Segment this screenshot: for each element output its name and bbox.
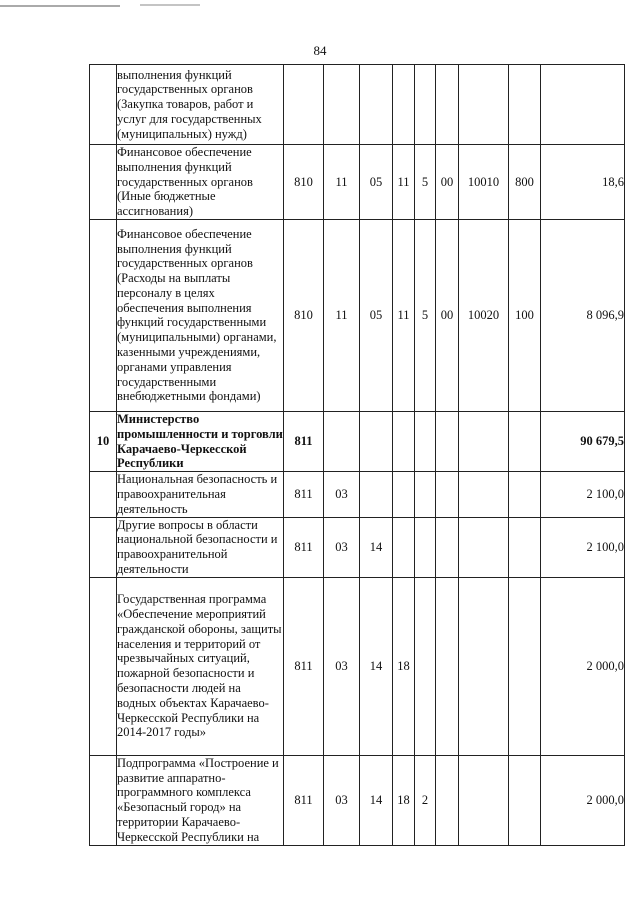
cell-dir: 00: [436, 219, 459, 411]
cell-subsection: 14: [360, 517, 393, 577]
cell-name: Государственная программа «Обеспечение мероприятий гражданской обороны, защиты населения и территорий от чрезвычайных ситуаций, пожарной безопасности и безопасности людей на водных объектах Карачаево-Черкесской Республики на 2014-2017 годы»: [117, 577, 284, 755]
cell-name: Министерство промышленности и торговли Карачаево-Черкесской Республики: [117, 411, 283, 471]
cell-dir: 00: [436, 145, 459, 220]
cell-sum: 18,6: [541, 145, 625, 220]
table-row: [90, 219, 625, 411]
cell-no: [90, 517, 117, 577]
cell-sum: 2 000,0: [541, 755, 625, 845]
cell-dir: [436, 472, 459, 517]
cell-dir: [436, 517, 459, 577]
cell-exp: [509, 65, 541, 145]
cell-dir: [436, 577, 459, 755]
cell-exp: 800: [509, 145, 541, 220]
cell-code: 10020: [459, 219, 509, 411]
table-row: [90, 517, 625, 577]
cell-code: [459, 472, 509, 517]
cell-no: [90, 65, 117, 145]
cell-code: 10010: [459, 145, 509, 220]
table-row: [90, 65, 625, 145]
cell-prog: 11: [393, 219, 415, 411]
cell-section: 03: [324, 517, 360, 577]
cell-section: 03: [324, 577, 360, 755]
cell-no: [90, 472, 117, 517]
cell-name: выполнения функций государственных органов (Закупка товаров, работ и услуг для государственных (муниципальных) нужд): [117, 65, 284, 145]
cell-subprog: [415, 517, 436, 577]
cell-exp: [509, 472, 541, 517]
cell-section: [324, 65, 360, 145]
cell-subsection: 14: [360, 755, 393, 845]
cell-name: Другие вопросы в области национальной безопасности и правоохранительной деятельности: [117, 517, 284, 577]
cell-dir: [436, 411, 459, 471]
cell-ministry: 811: [284, 472, 324, 517]
cell-subprog: [415, 472, 436, 517]
cell-sum: 8 096,9: [541, 219, 625, 411]
cell-subprog: 5: [415, 145, 436, 220]
cell-name: Финансовое обеспечение выполнения функций государственных органов (Расходы на выплаты персоналу в целях обеспечения выполнения функций государственными (муниципальными) органами, казенными учреждениями, органами управления государственными внебюджетными фондами): [117, 219, 284, 411]
cell-code: [459, 411, 509, 471]
cell-code: [459, 755, 509, 845]
cell-prog: 18: [393, 755, 415, 845]
cell-section: 11: [324, 219, 360, 411]
cell-dir: [436, 65, 459, 145]
cell-sum: 2 100,0: [541, 517, 625, 577]
cell-prog: [393, 65, 415, 145]
cell-dir: [436, 755, 459, 845]
cell-subsection: 05: [360, 219, 393, 411]
cell-ministry: 811: [284, 577, 324, 755]
cell-sum: [541, 65, 625, 145]
cell-subprog: [415, 65, 436, 145]
cell-ministry: 810: [284, 145, 324, 220]
cell-subsection: [360, 472, 393, 517]
cell-subprog: [415, 577, 436, 755]
cell-prog: [393, 472, 415, 517]
cell-prog: [393, 517, 415, 577]
cell-no: [90, 145, 117, 220]
cell-code: [459, 577, 509, 755]
cell-exp: 100: [509, 219, 541, 411]
cell-name: Национальная безопасность и правоохранительная деятельность: [117, 472, 284, 517]
cell-ministry: 811: [284, 755, 324, 845]
cell-exp: [509, 411, 541, 471]
scan-artifact-lines: [0, 0, 200, 12]
cell-no: [90, 755, 117, 845]
cell-ministry: 811: [284, 411, 324, 471]
cell-section: 03: [324, 472, 360, 517]
table-row: [90, 145, 625, 220]
table-row: [90, 472, 625, 517]
page-number: 84: [313, 43, 327, 58]
table-row: [90, 755, 625, 845]
cell-sum: 2 100,0: [541, 472, 625, 517]
table-row: [90, 577, 625, 755]
cell-name: Подпрограмма «Построение и развитие аппаратно-программного комплекса «Безопасный город» на территории Карачаево-Черкесской Республики на: [117, 755, 284, 845]
table-row: [90, 411, 625, 471]
cell-subprog: 2: [415, 755, 436, 845]
cell-no: 10: [90, 411, 117, 471]
cell-section: [324, 411, 360, 471]
cell-code: [459, 517, 509, 577]
cell-subprog: [415, 411, 436, 471]
cell-subsection: [360, 65, 393, 145]
cell-subprog: 5: [415, 219, 436, 411]
cell-ministry: 810: [284, 219, 324, 411]
cell-subsection: [360, 411, 393, 471]
cell-sum: 2 000,0: [541, 577, 625, 755]
cell-section: 03: [324, 755, 360, 845]
cell-code: [459, 65, 509, 145]
cell-prog: [393, 411, 415, 471]
cell-name: Финансовое обеспечение выполнения функций государственных органов (Иные бюджетные ассигнования): [117, 145, 284, 220]
cell-sum: 90 679,5: [541, 411, 625, 471]
cell-prog: 18: [393, 577, 415, 755]
cell-ministry: 811: [284, 517, 324, 577]
cell-ministry: [284, 65, 324, 145]
cell-exp: [509, 755, 541, 845]
cell-exp: [509, 577, 541, 755]
cell-section: 11: [324, 145, 360, 220]
cell-subsection: 05: [360, 145, 393, 220]
cell-no: [90, 577, 117, 755]
cell-exp: [509, 517, 541, 577]
cell-no: [90, 219, 117, 411]
budget-table: [89, 64, 625, 846]
cell-prog: 11: [393, 145, 415, 220]
cell-subsection: 14: [360, 577, 393, 755]
